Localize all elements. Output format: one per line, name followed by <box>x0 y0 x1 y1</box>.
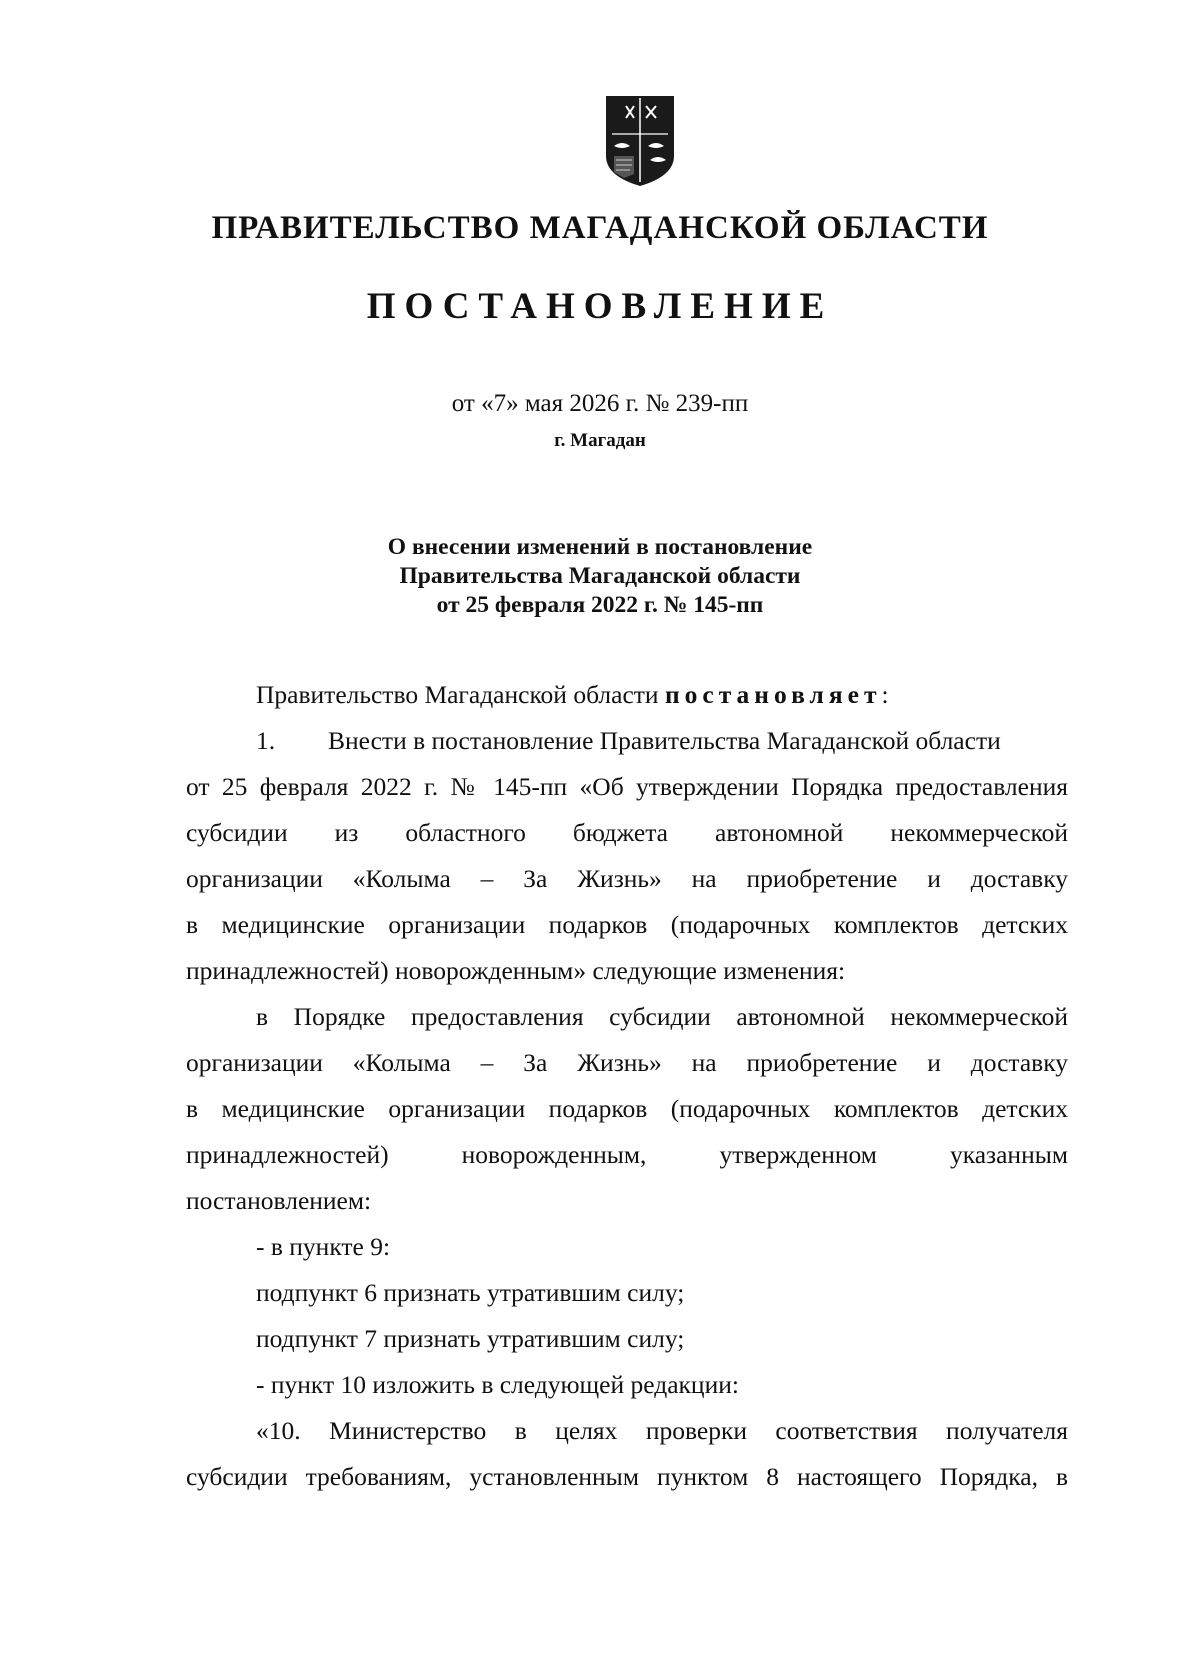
list-item: подпункт 7 признать утратившим силу; <box>256 1324 685 1353</box>
subject-line: от 25 февраля 2022 г. № 145-пп <box>436 592 764 618</box>
document-type: ПОСТАНОВЛЕНИЕ <box>366 286 834 327</box>
body-line: Внести в постановление Правительства Магаданской области <box>328 726 1001 755</box>
body-line: субсидии требованиям, установленным пунктом 8 настоящего Порядка, в <box>186 1462 1068 1491</box>
preamble-colon: : <box>881 680 889 709</box>
coat-of-arms-emblem <box>604 94 676 188</box>
body-line: «10. Министерство в целях проверки соответствия получателя <box>256 1416 1068 1445</box>
list-item: подпункт 6 признать утратившим силу; <box>256 1278 685 1307</box>
subject-line: О внесении изменений в постановление <box>387 534 813 560</box>
body-line: в Порядке предоставления субсидии автономной некоммерческой <box>256 1002 1068 1031</box>
item1-number: 1. <box>256 726 276 755</box>
body-line: постановлением: <box>186 1186 372 1215</box>
body-line: субсидии из областного бюджета автономной некоммерческой <box>186 818 1068 847</box>
preamble-verb: постановляет <box>664 680 882 709</box>
preamble-line <box>256 680 1068 710</box>
body-line: в медицинские организации подарков (подарочных комплектов детских <box>186 1094 1068 1123</box>
subject-line: Правительства Магаданской области <box>399 563 801 589</box>
body-line: от 25 февраля 2022 г. № 145-пп «Об утверждении Порядка предоставления <box>186 772 1068 801</box>
organization-title: ПРАВИТЕЛЬСТВО МАГАДАНСКОЙ ОБЛАСТИ <box>211 210 989 246</box>
body-line: организации «Колыма – За Жизнь» на приобретение и доставку <box>186 1048 1068 1077</box>
document-city: г. Магадан <box>554 430 646 451</box>
body-line: принадлежностей) новорожденным» следующие изменения: <box>186 956 846 985</box>
list-item: - в пункте 9: <box>256 1232 391 1261</box>
list-item: - пункт 10 изложить в следующей редакции: <box>256 1370 739 1399</box>
body-line: организации «Колыма – За Жизнь» на приобретение и доставку <box>186 864 1068 893</box>
body-line: в медицинские организации подарков (подарочных комплектов детских <box>186 910 1068 939</box>
body-line: принадлежностей) новорожденным, утвержденном указанным <box>186 1140 1068 1169</box>
document-date-number: от «7» мая 2026 г. № 239-пп <box>451 390 749 417</box>
preamble-text: Правительство Магаданской области <box>256 680 659 709</box>
item1-first-line <box>256 726 1068 756</box>
document-subject <box>0 533 1200 620</box>
